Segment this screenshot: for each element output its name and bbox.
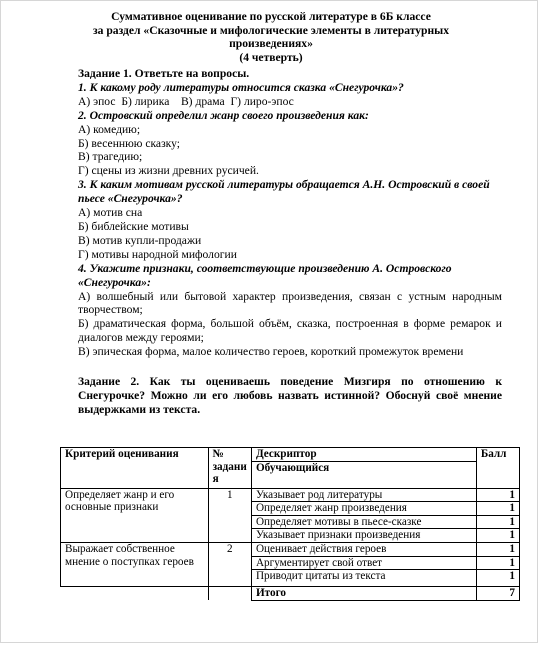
score-cell: 1 [476,515,519,529]
question-3-option: Г) мотивы народной мифологии [78,247,237,261]
descriptor-cell: Указывает признаки произведения [251,529,476,543]
criterion-cell: Выражает собственное мнение о поступках героев [61,542,209,586]
descriptor-header: Дескриптор [251,448,476,462]
descriptor-cell: Определяет жанр произведения [251,502,476,516]
score-cell: 1 [476,502,519,516]
student-header: Обучающийся [251,461,476,488]
task-number-header: № задани я [208,448,251,489]
question-1: 1. К какому роду литературы относится сказка «Снегурочка»? [78,80,404,94]
score-cell: 1 [476,542,519,556]
title-line-2: за раздел «Сказочные и мифологические элементы в литературных [92,23,450,37]
question-3-option: В) мотив купли-продажи [78,233,202,247]
task1-section [78,67,502,359]
score-cell: 1 [476,556,519,570]
descriptor-cell: Определяет мотивы в пьесе-сказке [251,515,476,529]
score-cell: 1 [476,570,519,587]
question-3-option: А) мотив сна [78,206,143,220]
score-cell: 1 [476,488,519,502]
title-line-1: Суммативное оценивание по русской литературе в 6Б классе [111,10,431,23]
question-1-options: А) эпос Б) лирика В) драма Г) лиро-эпос [78,94,294,108]
table-row [61,488,520,502]
question-4-option: Б) драматическая форма, большой объём, сказка, построенная в форме ремарок и диалогов между героями; [78,317,502,345]
table-header-row [61,448,520,462]
assessment-table [60,447,520,601]
question-2-option: В) трагедию; [78,150,143,164]
table-row [61,542,520,556]
total-label: Итого [251,587,476,601]
title-line-3: произведениях» [229,37,313,51]
task-number-cell: 1 [208,488,251,542]
criterion-cell: Определяет жанр и его основные признаки [61,488,209,542]
question-4: 4. Укажите признаки, соответствующие произведению А. Островского «Снегурочка»: [78,261,452,289]
task2-text: Задание 2. Как ты оцениваешь поведение Мизгиря по отношению к Снегурочке? Можно ли его любовь назвать истинной? Обоснуй своё мнение выдержками из текста. [78,375,502,416]
descriptor-cell: Оценивает действия героев [251,542,476,556]
descriptor-cell: Приводит цитаты из текста [251,570,476,587]
question-4-option: А) волшебный или бытовой характер произведения, связан с устным народным творчеством; [78,289,502,317]
score-header: Балл [476,448,519,489]
question-4-option: В) эпическая форма, малое количество героев, короткий промежуток времени [78,345,464,359]
table-total-row [61,587,520,601]
criterion-header: Критерий оценивания [61,448,209,489]
task-number-cell: 2 [208,542,251,586]
descriptor-cell: Указывает род литературы [251,488,476,502]
score-cell: 1 [476,529,519,543]
question-3: 3. К каким мотивам русской литературы обращается А.Н. Островский в своей пьесе «Снегурочка»? [78,178,490,206]
document-title [61,10,481,64]
question-3-option: Б) библейские мотивы [78,219,189,233]
question-2-option: Б) весеннюю сказку; [78,136,180,150]
descriptor-cell: Аргументирует свой ответ [251,556,476,570]
task1-title: Задание 1. Ответьте на вопросы. [78,67,250,80]
question-2-option: Г) сцены из жизни древних русичей. [78,164,259,178]
question-2: 2. Островский определил жанр своего произведения как: [78,108,369,122]
title-line-4: (4 четверть) [239,50,303,64]
total-score: 7 [476,587,519,601]
question-2-option: А) комедию; [78,122,141,136]
